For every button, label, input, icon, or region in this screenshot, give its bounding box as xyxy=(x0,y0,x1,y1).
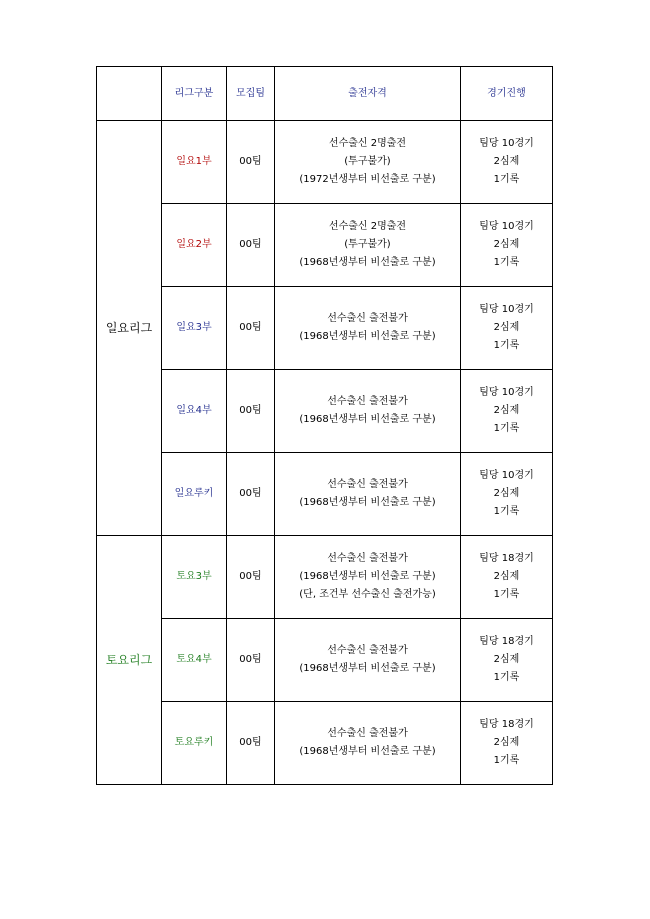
table-row xyxy=(97,204,553,287)
teams-cell: 00팀 xyxy=(227,204,275,287)
table-row xyxy=(97,287,553,370)
division-cell: 일요2부 xyxy=(162,204,227,287)
progress-line: 1기록 xyxy=(493,174,520,185)
eligibility-line: (1968년생부터 비선출로 구분) xyxy=(299,414,436,425)
eligibility-cell xyxy=(275,702,461,785)
header-league-division: 리그구분 xyxy=(162,67,227,121)
progress-cell xyxy=(461,619,553,702)
progress-cell xyxy=(461,121,553,204)
progress-line: 2심제 xyxy=(493,571,520,582)
progress-line: 1기록 xyxy=(493,423,520,434)
league-table xyxy=(96,66,553,785)
league-group-cell: 일요리그 xyxy=(97,121,162,536)
header-game-progress: 경기진행 xyxy=(461,67,553,121)
division-cell: 일요루키 xyxy=(162,453,227,536)
progress-cell xyxy=(461,287,553,370)
table-row xyxy=(97,702,553,785)
eligibility-line: (투구불가) xyxy=(344,239,391,250)
teams-cell: 00팀 xyxy=(227,619,275,702)
progress-cell xyxy=(461,702,553,785)
eligibility-line: (1968년생부터 비선출로 구분) xyxy=(299,663,436,674)
eligibility-line: 선수출신 출전불가 xyxy=(327,313,408,324)
eligibility-cell xyxy=(275,121,461,204)
eligibility-cell xyxy=(275,370,461,453)
division-cell: 일요4부 xyxy=(162,370,227,453)
progress-cell xyxy=(461,536,553,619)
progress-line: 팀당 18경기 xyxy=(479,719,534,730)
progress-line: 2심제 xyxy=(493,156,520,167)
table-row xyxy=(97,121,553,204)
table-row xyxy=(97,370,553,453)
progress-line: 2심제 xyxy=(493,322,520,333)
table-row xyxy=(97,536,553,619)
progress-cell xyxy=(461,370,553,453)
progress-cell xyxy=(461,204,553,287)
eligibility-line: (1968년생부터 비선출로 구분) xyxy=(299,571,436,582)
teams-cell: 00팀 xyxy=(227,536,275,619)
header-recruit-teams: 모집팀 xyxy=(227,67,275,121)
eligibility-line: (1968년생부터 비선출로 구분) xyxy=(299,497,436,508)
eligibility-line: (투구불가) xyxy=(344,156,391,167)
eligibility-line: (1972년생부터 비선출로 구분) xyxy=(299,174,436,185)
progress-line: 2심제 xyxy=(493,239,520,250)
eligibility-line: (1968년생부터 비선출로 구분) xyxy=(299,331,436,342)
division-cell: 토요루키 xyxy=(162,702,227,785)
progress-line: 1기록 xyxy=(493,589,520,600)
progress-line: 1기록 xyxy=(493,755,520,766)
eligibility-line: 선수출신 출전불가 xyxy=(327,645,408,656)
progress-line: 팀당 10경기 xyxy=(479,221,534,232)
eligibility-line: 선수출신 2명출전 xyxy=(328,221,407,232)
progress-line: 1기록 xyxy=(493,257,520,268)
progress-line: 팀당 10경기 xyxy=(479,387,534,398)
eligibility-line: (1968년생부터 비선출로 구분) xyxy=(299,257,436,268)
progress-line: 팀당 10경기 xyxy=(479,470,534,481)
eligibility-line: (1968년생부터 비선출로 구분) xyxy=(299,746,436,757)
header-eligibility: 출전자격 xyxy=(275,67,461,121)
eligibility-cell xyxy=(275,619,461,702)
eligibility-cell xyxy=(275,204,461,287)
eligibility-line: 선수출신 출전불가 xyxy=(327,396,408,407)
eligibility-line: 선수출신 출전불가 xyxy=(327,553,408,564)
eligibility-cell xyxy=(275,453,461,536)
division-cell: 토요4부 xyxy=(162,619,227,702)
eligibility-line: (단, 조건부 선수출신 출전가능) xyxy=(299,589,436,600)
division-cell: 일요3부 xyxy=(162,287,227,370)
teams-cell: 00팀 xyxy=(227,121,275,204)
progress-line: 팀당 18경기 xyxy=(479,553,534,564)
progress-line: 2심제 xyxy=(493,488,520,499)
table-row xyxy=(97,453,553,536)
progress-line: 2심제 xyxy=(493,405,520,416)
progress-line: 2심제 xyxy=(493,654,520,665)
table-row xyxy=(97,619,553,702)
division-cell: 토요3부 xyxy=(162,536,227,619)
progress-line: 2심제 xyxy=(493,737,520,748)
progress-cell xyxy=(461,453,553,536)
eligibility-line: 선수출신 출전불가 xyxy=(327,479,408,490)
header-row xyxy=(97,67,553,121)
league-group-cell: 토요리그 xyxy=(97,536,162,785)
progress-line: 1기록 xyxy=(493,672,520,683)
progress-line: 팀당 10경기 xyxy=(479,138,534,149)
eligibility-line: 선수출신 2명출전 xyxy=(328,138,407,149)
eligibility-cell xyxy=(275,536,461,619)
teams-cell: 00팀 xyxy=(227,702,275,785)
teams-cell: 00팀 xyxy=(227,287,275,370)
division-cell: 일요1부 xyxy=(162,121,227,204)
teams-cell: 00팀 xyxy=(227,453,275,536)
header-cell-empty xyxy=(97,67,162,121)
eligibility-line: 선수출신 출전불가 xyxy=(327,728,408,739)
progress-line: 1기록 xyxy=(493,506,520,517)
eligibility-cell xyxy=(275,287,461,370)
teams-cell: 00팀 xyxy=(227,370,275,453)
progress-line: 팀당 10경기 xyxy=(479,304,534,315)
progress-line: 팀당 18경기 xyxy=(479,636,534,647)
progress-line: 1기록 xyxy=(493,340,520,351)
